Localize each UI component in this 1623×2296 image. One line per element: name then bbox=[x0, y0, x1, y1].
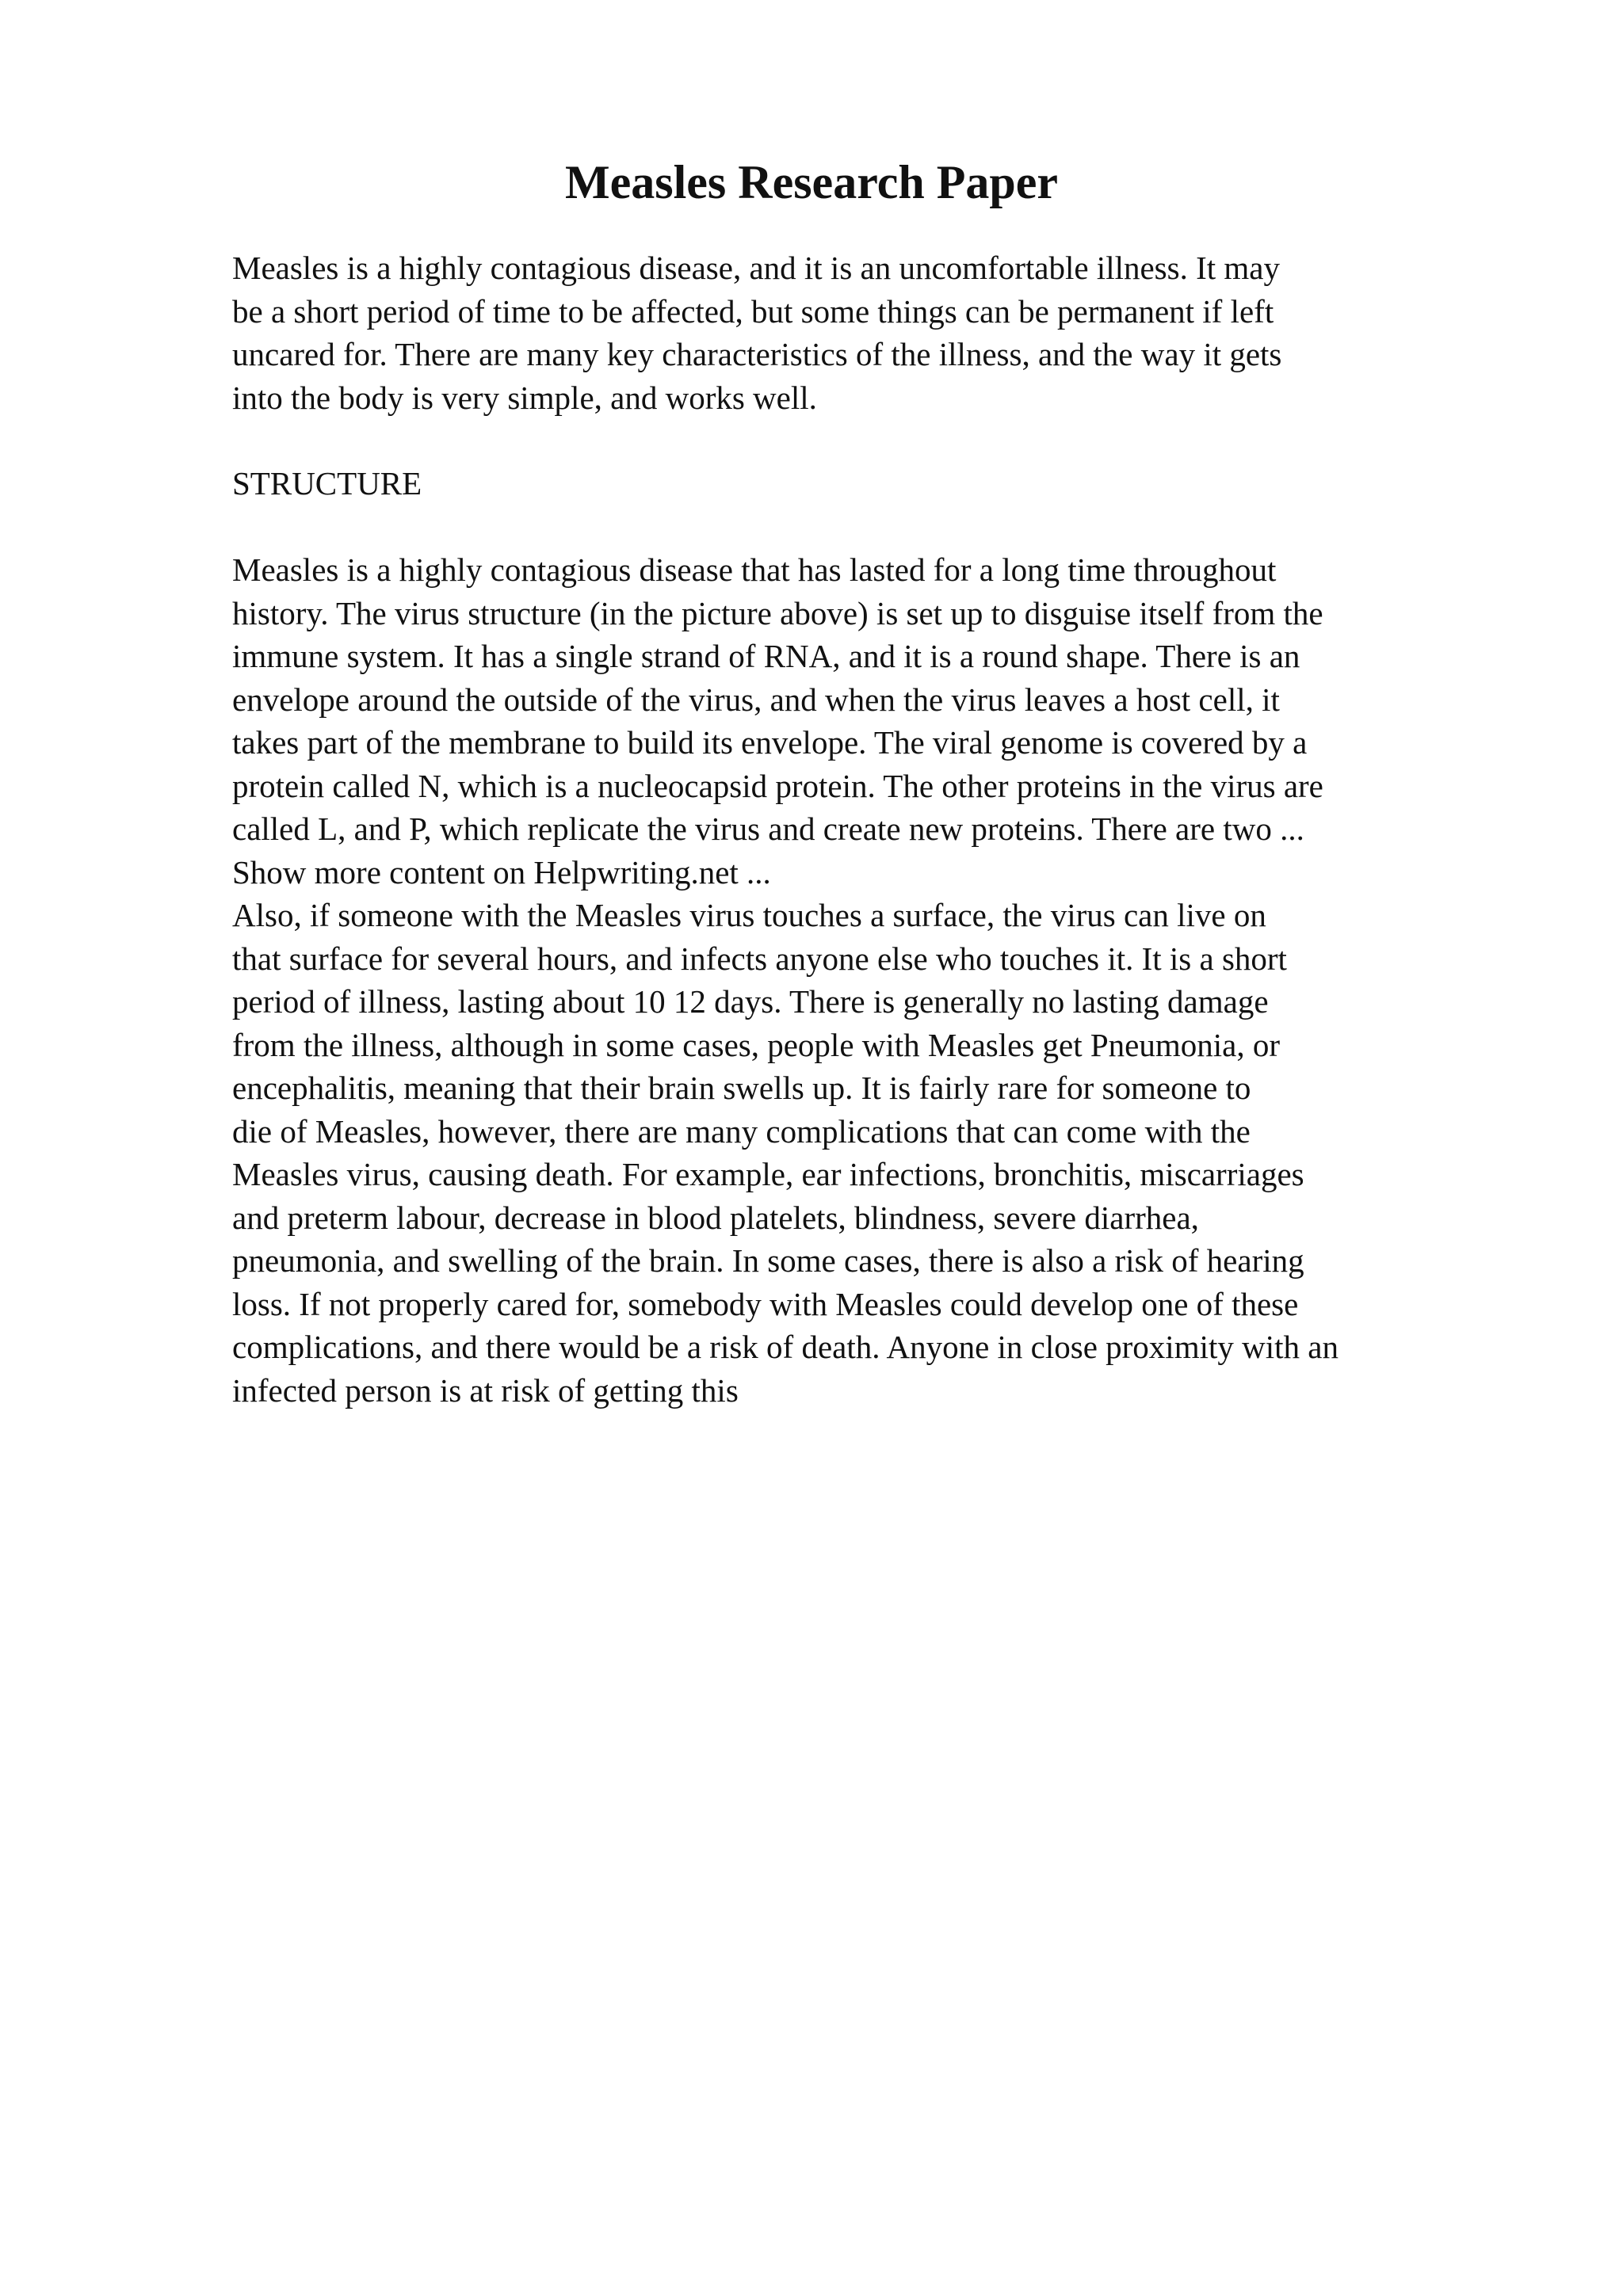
continuation-line: that surface for several hours, and infects anyone else who touches it. It is a short bbox=[232, 940, 1287, 977]
structure-line: history. The virus structure (in the picture above) is set up to disguise itself from the bbox=[232, 594, 1323, 631]
continuation-line: complications, and there would be a risk of death. Anyone in close proximity with an bbox=[232, 1329, 1338, 1365]
continuation-line: and preterm labour, decrease in blood platelets, blindness, severe diarrhea, bbox=[232, 1199, 1199, 1236]
structure-line: protein called N, which is a nucleocapsid protein. The other proteins in the virus are bbox=[232, 767, 1323, 804]
section-heading-text: STRUCTURE bbox=[232, 465, 422, 502]
intro-line: into the body is very simple, and works well. bbox=[232, 379, 817, 416]
structure-line: Measles is a highly contagious disease that has lasted for a long time throughout bbox=[232, 551, 1277, 588]
show-more-link[interactable]: Show more content on Helpwriting.net ... bbox=[232, 853, 771, 891]
continuation-line: from the illness, although in some cases, people with Measles get Pneumonia, or bbox=[232, 1026, 1280, 1063]
intro-line: Measles is a highly contagious disease, and it is an uncomfortable illness. It may bbox=[232, 250, 1280, 286]
continuation-line: pneumonia, and swelling of the brain. In some cases, there is also a risk of hearing bbox=[232, 1242, 1304, 1279]
continuation-line: Also, if someone with the Measles virus touches a surface, the virus can live on bbox=[232, 897, 1266, 933]
page-title: Measles Research Paper bbox=[564, 156, 1059, 208]
structure-line: immune system. It has a single strand of RNA, and it is a round shape. There is an bbox=[232, 638, 1300, 674]
structure-line: envelope around the outside of the virus, and when the virus leaves a host cell, it bbox=[232, 681, 1280, 718]
section-heading bbox=[232, 462, 1532, 505]
structure-paragraph bbox=[232, 548, 1532, 1412]
continuation-line: die of Measles, however, there are many complications that can come with the bbox=[232, 1112, 1251, 1150]
continuation-line: Measles virus, causing death. For example, ear infections, bronchitis, miscarriages bbox=[232, 1156, 1304, 1192]
intro-line: uncared for. There are many key characteristics of the illness, and the way it gets bbox=[232, 336, 1282, 372]
structure-line: takes part of the membrane to build its envelope. The viral genome is covered by a bbox=[232, 724, 1308, 761]
continuation-line: loss. If not properly cared for, somebody with Measles could develop one of these bbox=[232, 1285, 1299, 1322]
intro-line: be a short period of time to be affected, but some things can be permanent if left bbox=[232, 292, 1274, 330]
structure-line: called L, and P, which replicate the virus and create new proteins. There are two ... bbox=[232, 810, 1304, 847]
continuation-line: infected person is at risk of getting this bbox=[232, 1371, 739, 1409]
intro-paragraph bbox=[232, 246, 1532, 419]
continuation-line: encephalitis, meaning that their brain swells up. It is fairly rare for someone to bbox=[232, 1070, 1251, 1106]
continuation-line: period of illness, lasting about 10 12 days. There is generally no lasting damage bbox=[232, 983, 1269, 1020]
